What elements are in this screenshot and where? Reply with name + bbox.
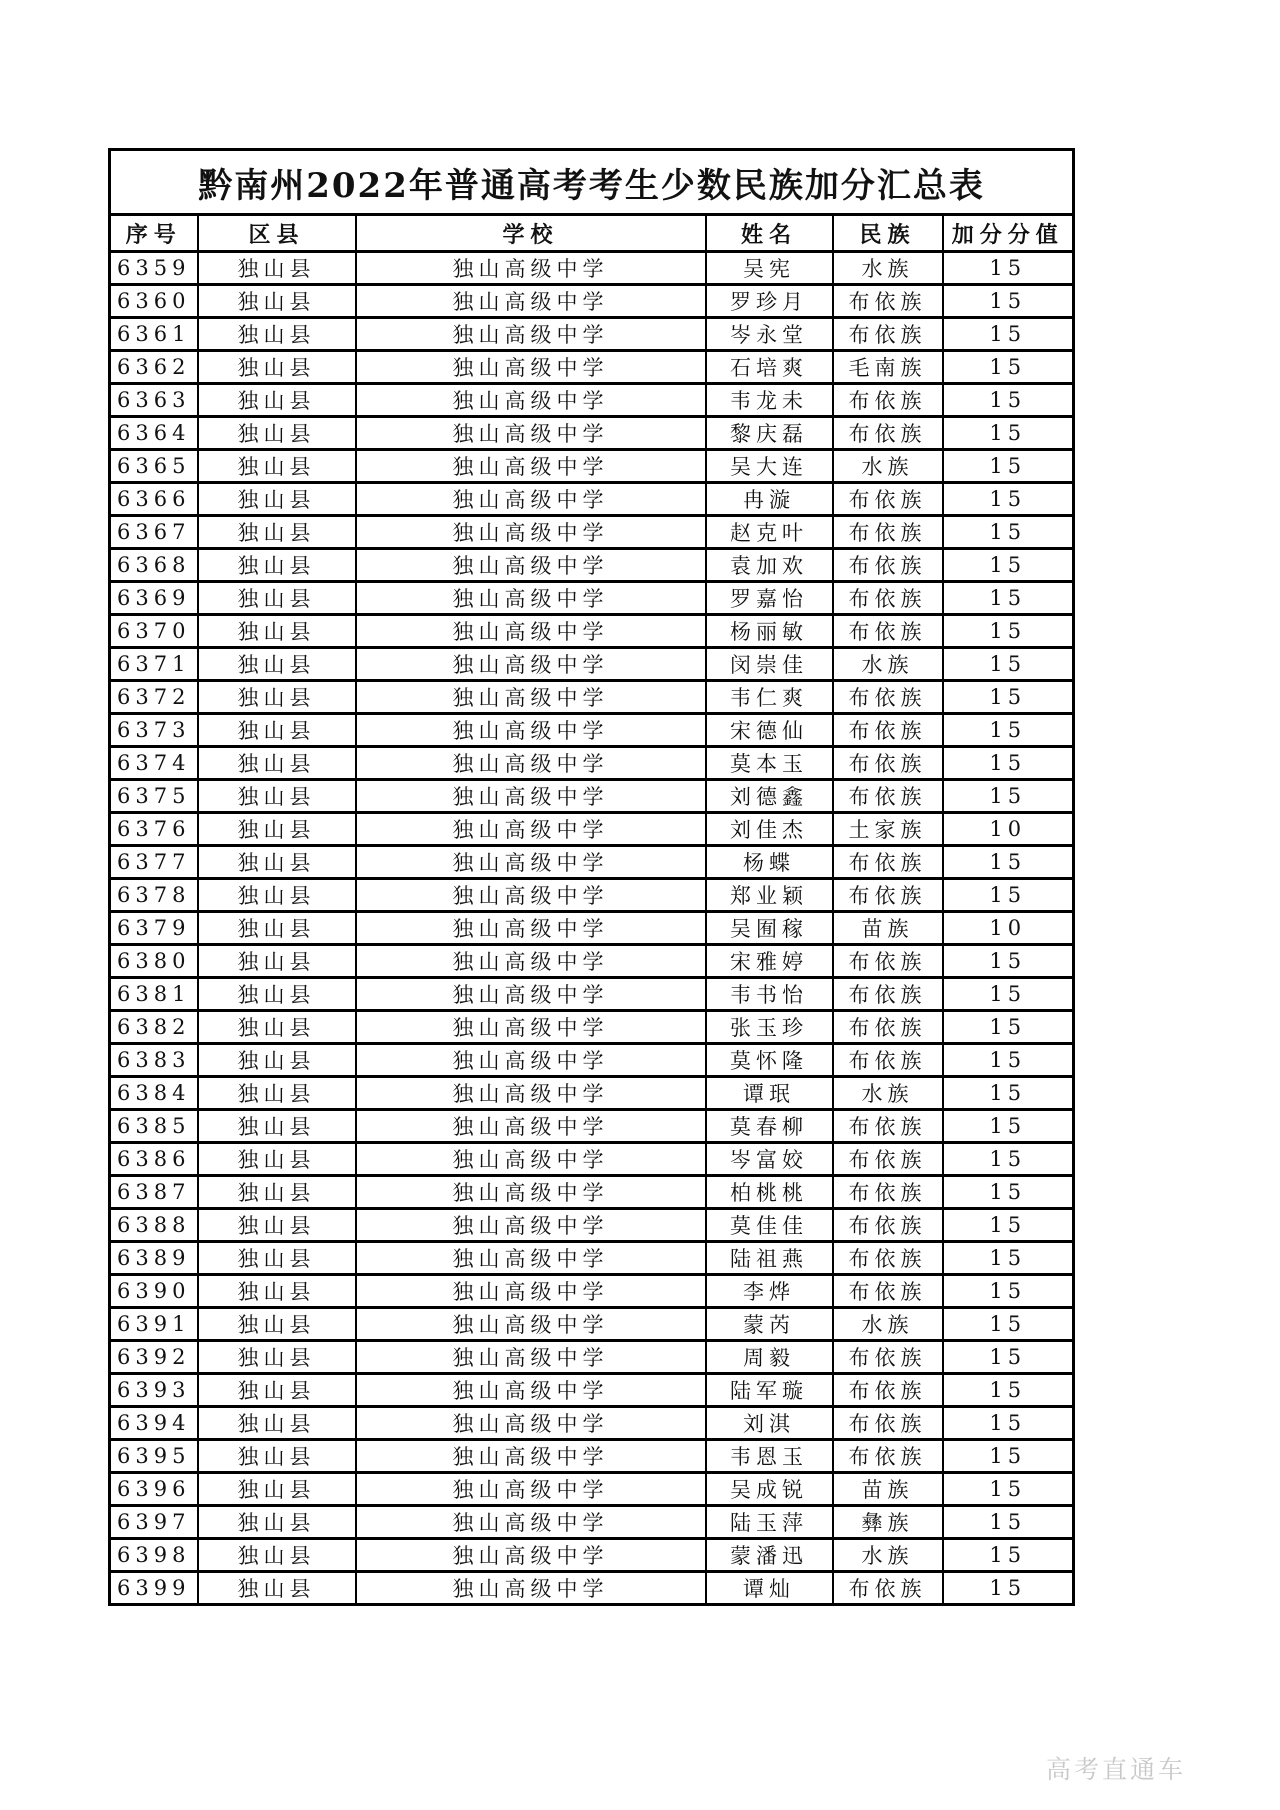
cell-school: 独山高级中学 [356, 1143, 706, 1176]
cell-school: 独山高级中学 [356, 483, 706, 516]
cell-serial: 6384 [110, 1077, 198, 1110]
cell-name: 宋德仙 [706, 714, 833, 747]
table-row [110, 252, 1074, 285]
cell-county: 独山县 [198, 1539, 356, 1572]
cell-score: 15 [943, 1209, 1074, 1242]
cell-ethnicity: 布依族 [833, 1440, 943, 1473]
cell-serial: 6377 [110, 846, 198, 879]
table-row [110, 681, 1074, 714]
cell-ethnicity: 布依族 [833, 681, 943, 714]
cell-serial: 6388 [110, 1209, 198, 1242]
cell-school: 独山高级中学 [356, 417, 706, 450]
table-row [110, 1473, 1074, 1506]
cell-score: 15 [943, 483, 1074, 516]
cell-serial: 6369 [110, 582, 198, 615]
cell-score: 15 [943, 1044, 1074, 1077]
cell-school: 独山高级中学 [356, 1341, 706, 1374]
table-row [110, 1506, 1074, 1539]
table-row [110, 1572, 1074, 1605]
cell-score: 15 [943, 879, 1074, 912]
cell-school: 独山高级中学 [356, 582, 706, 615]
column-header-name: 姓名 [706, 215, 833, 252]
cell-school: 独山高级中学 [356, 1011, 706, 1044]
cell-serial: 6385 [110, 1110, 198, 1143]
cell-serial: 6386 [110, 1143, 198, 1176]
cell-ethnicity: 布依族 [833, 318, 943, 351]
cell-name: 刘佳杰 [706, 813, 833, 846]
cell-ethnicity: 水族 [833, 1539, 943, 1572]
cell-name: 陆祖燕 [706, 1242, 833, 1275]
table-row [110, 1440, 1074, 1473]
cell-name: 莫佳佳 [706, 1209, 833, 1242]
cell-serial: 6379 [110, 912, 198, 945]
table-body [110, 252, 1074, 1605]
table-row [110, 1308, 1074, 1341]
cell-score: 15 [943, 1572, 1074, 1605]
table-row [110, 351, 1074, 384]
table-row [110, 780, 1074, 813]
cell-score: 15 [943, 846, 1074, 879]
cell-county: 独山县 [198, 1407, 356, 1440]
column-header-county: 区县 [198, 215, 356, 252]
cell-school: 独山高级中学 [356, 978, 706, 1011]
cell-ethnicity: 布依族 [833, 1110, 943, 1143]
cell-name: 吴囿稼 [706, 912, 833, 945]
cell-score: 15 [943, 351, 1074, 384]
cell-county: 独山县 [198, 846, 356, 879]
cell-score: 15 [943, 1176, 1074, 1209]
cell-school: 独山高级中学 [356, 384, 706, 417]
table-row [110, 813, 1074, 846]
cell-name: 谭灿 [706, 1572, 833, 1605]
cell-ethnicity: 水族 [833, 450, 943, 483]
cell-name: 黎庆磊 [706, 417, 833, 450]
cell-score: 15 [943, 1308, 1074, 1341]
cell-score: 15 [943, 417, 1074, 450]
cell-score: 10 [943, 813, 1074, 846]
cell-ethnicity: 水族 [833, 648, 943, 681]
cell-school: 独山高级中学 [356, 813, 706, 846]
cell-county: 独山县 [198, 1275, 356, 1308]
cell-name: 吴成锐 [706, 1473, 833, 1506]
table-row [110, 582, 1074, 615]
cell-school: 独山高级中学 [356, 285, 706, 318]
table-row [110, 912, 1074, 945]
cell-ethnicity: 毛南族 [833, 351, 943, 384]
cell-serial: 6373 [110, 714, 198, 747]
cell-serial: 6392 [110, 1341, 198, 1374]
cell-school: 独山高级中学 [356, 945, 706, 978]
cell-name: 莫本玉 [706, 747, 833, 780]
cell-score: 15 [943, 318, 1074, 351]
cell-name: 周毅 [706, 1341, 833, 1374]
cell-score: 15 [943, 252, 1074, 285]
cell-serial: 6367 [110, 516, 198, 549]
cell-ethnicity: 布依族 [833, 1242, 943, 1275]
table-row [110, 978, 1074, 1011]
cell-serial: 6382 [110, 1011, 198, 1044]
cell-name: 韦龙未 [706, 384, 833, 417]
cell-ethnicity: 布依族 [833, 1275, 943, 1308]
cell-serial: 6387 [110, 1176, 198, 1209]
cell-score: 15 [943, 1143, 1074, 1176]
cell-county: 独山县 [198, 516, 356, 549]
cell-serial: 6376 [110, 813, 198, 846]
cell-serial: 6375 [110, 780, 198, 813]
cell-name: 莫怀隆 [706, 1044, 833, 1077]
cell-school: 独山高级中学 [356, 1440, 706, 1473]
header-row [110, 215, 1074, 252]
cell-county: 独山县 [198, 1143, 356, 1176]
cell-county: 独山县 [198, 879, 356, 912]
cell-score: 15 [943, 450, 1074, 483]
cell-ethnicity: 布依族 [833, 978, 943, 1011]
cell-score: 15 [943, 714, 1074, 747]
title-row [110, 150, 1074, 215]
cell-name: 冉漩 [706, 483, 833, 516]
cell-name: 罗嘉怡 [706, 582, 833, 615]
cell-school: 独山高级中学 [356, 1473, 706, 1506]
cell-county: 独山县 [198, 351, 356, 384]
table-row [110, 549, 1074, 582]
cell-name: 张玉珍 [706, 1011, 833, 1044]
cell-ethnicity: 布依族 [833, 1374, 943, 1407]
cell-school: 独山高级中学 [356, 714, 706, 747]
cell-school: 独山高级中学 [356, 648, 706, 681]
cell-name: 韦仁爽 [706, 681, 833, 714]
cell-county: 独山县 [198, 1473, 356, 1506]
cell-serial: 6363 [110, 384, 198, 417]
table-row [110, 1407, 1074, 1440]
cell-school: 独山高级中学 [356, 879, 706, 912]
cell-school: 独山高级中学 [356, 912, 706, 945]
cell-county: 独山县 [198, 1440, 356, 1473]
cell-ethnicity: 土家族 [833, 813, 943, 846]
cell-serial: 6396 [110, 1473, 198, 1506]
cell-score: 15 [943, 1341, 1074, 1374]
cell-name: 韦书怡 [706, 978, 833, 1011]
cell-county: 独山县 [198, 549, 356, 582]
cell-serial: 6393 [110, 1374, 198, 1407]
cell-ethnicity: 布依族 [833, 1011, 943, 1044]
cell-school: 独山高级中学 [356, 681, 706, 714]
cell-county: 独山县 [198, 1242, 356, 1275]
cell-serial: 6362 [110, 351, 198, 384]
cell-name: 郑业颖 [706, 879, 833, 912]
page-title: 黔南州2022年普通高考考生少数民族加分汇总表 [110, 150, 1074, 215]
cell-ethnicity: 水族 [833, 252, 943, 285]
cell-score: 15 [943, 1077, 1074, 1110]
cell-serial: 6372 [110, 681, 198, 714]
cell-score: 15 [943, 582, 1074, 615]
cell-ethnicity: 水族 [833, 1308, 943, 1341]
cell-score: 15 [943, 1110, 1074, 1143]
cell-ethnicity: 彝族 [833, 1506, 943, 1539]
table-row [110, 417, 1074, 450]
cell-score: 15 [943, 516, 1074, 549]
cell-name: 刘德鑫 [706, 780, 833, 813]
table-row [110, 384, 1074, 417]
cell-ethnicity: 布依族 [833, 582, 943, 615]
cell-name: 韦恩玉 [706, 1440, 833, 1473]
cell-county: 独山县 [198, 912, 356, 945]
cell-serial: 6368 [110, 549, 198, 582]
table-row [110, 1539, 1074, 1572]
table-row [110, 1110, 1074, 1143]
table-row [110, 1209, 1074, 1242]
cell-county: 独山县 [198, 582, 356, 615]
cell-school: 独山高级中学 [356, 1242, 706, 1275]
cell-name: 闵崇佳 [706, 648, 833, 681]
cell-school: 独山高级中学 [356, 516, 706, 549]
cell-county: 独山县 [198, 1209, 356, 1242]
cell-serial: 6374 [110, 747, 198, 780]
cell-name: 罗珍月 [706, 285, 833, 318]
cell-score: 15 [943, 549, 1074, 582]
cell-ethnicity: 布依族 [833, 1143, 943, 1176]
cell-serial: 6365 [110, 450, 198, 483]
cell-name: 蒙芮 [706, 1308, 833, 1341]
cell-ethnicity: 苗族 [833, 1473, 943, 1506]
cell-score: 15 [943, 1242, 1074, 1275]
cell-county: 独山县 [198, 1374, 356, 1407]
cell-school: 独山高级中学 [356, 1374, 706, 1407]
cell-name: 袁加欢 [706, 549, 833, 582]
cell-score: 15 [943, 285, 1074, 318]
cell-name: 吴宪 [706, 252, 833, 285]
cell-county: 独山县 [198, 780, 356, 813]
cell-name: 谭珉 [706, 1077, 833, 1110]
cell-school: 独山高级中学 [356, 1572, 706, 1605]
cell-serial: 6397 [110, 1506, 198, 1539]
cell-name: 宋雅婷 [706, 945, 833, 978]
cell-serial: 6381 [110, 978, 198, 1011]
cell-score: 15 [943, 615, 1074, 648]
cell-score: 15 [943, 978, 1074, 1011]
column-header-score: 加分分值 [943, 215, 1074, 252]
cell-county: 独山县 [198, 615, 356, 648]
cell-serial: 6370 [110, 615, 198, 648]
cell-ethnicity: 布依族 [833, 846, 943, 879]
cell-school: 独山高级中学 [356, 549, 706, 582]
cell-score: 15 [943, 1275, 1074, 1308]
cell-county: 独山县 [198, 714, 356, 747]
cell-county: 独山县 [198, 1308, 356, 1341]
cell-county: 独山县 [198, 450, 356, 483]
cell-school: 独山高级中学 [356, 318, 706, 351]
cell-score: 15 [943, 1539, 1074, 1572]
cell-school: 独山高级中学 [356, 1077, 706, 1110]
cell-score: 15 [943, 1011, 1074, 1044]
table-row [110, 1176, 1074, 1209]
cell-serial: 6378 [110, 879, 198, 912]
table-row [110, 714, 1074, 747]
cell-ethnicity: 水族 [833, 1077, 943, 1110]
cell-serial: 6383 [110, 1044, 198, 1077]
cell-ethnicity: 布依族 [833, 780, 943, 813]
cell-school: 独山高级中学 [356, 747, 706, 780]
cell-county: 独山县 [198, 285, 356, 318]
bonus-points-table [108, 148, 1075, 1606]
cell-county: 独山县 [198, 747, 356, 780]
cell-county: 独山县 [198, 252, 356, 285]
cell-school: 独山高级中学 [356, 846, 706, 879]
cell-county: 独山县 [198, 1341, 356, 1374]
table-row [110, 747, 1074, 780]
watermark: 高考直通车 [1046, 1755, 1187, 1784]
table-row [110, 1143, 1074, 1176]
cell-school: 独山高级中学 [356, 1275, 706, 1308]
cell-name: 李烨 [706, 1275, 833, 1308]
cell-score: 10 [943, 912, 1074, 945]
cell-school: 独山高级中学 [356, 1044, 706, 1077]
cell-ethnicity: 布依族 [833, 516, 943, 549]
cell-score: 15 [943, 384, 1074, 417]
cell-county: 独山县 [198, 1044, 356, 1077]
cell-ethnicity: 布依族 [833, 1176, 943, 1209]
cell-name: 吴大连 [706, 450, 833, 483]
cell-score: 15 [943, 1407, 1074, 1440]
cell-name: 陆玉萍 [706, 1506, 833, 1539]
cell-county: 独山县 [198, 483, 356, 516]
table-row [110, 846, 1074, 879]
cell-score: 15 [943, 1374, 1074, 1407]
cell-score: 15 [943, 747, 1074, 780]
table-row [110, 285, 1074, 318]
cell-ethnicity: 布依族 [833, 285, 943, 318]
cell-name: 陆军璇 [706, 1374, 833, 1407]
table-row [110, 615, 1074, 648]
table-row [110, 648, 1074, 681]
cell-serial: 6366 [110, 483, 198, 516]
cell-school: 独山高级中学 [356, 351, 706, 384]
cell-score: 15 [943, 780, 1074, 813]
table-row [110, 318, 1074, 351]
cell-score: 15 [943, 681, 1074, 714]
cell-score: 15 [943, 1473, 1074, 1506]
table-row [110, 1341, 1074, 1374]
cell-county: 独山县 [198, 318, 356, 351]
cell-serial: 6390 [110, 1275, 198, 1308]
table-row [110, 1044, 1074, 1077]
cell-serial: 6394 [110, 1407, 198, 1440]
cell-ethnicity: 布依族 [833, 747, 943, 780]
cell-serial: 6360 [110, 285, 198, 318]
cell-county: 独山县 [198, 978, 356, 1011]
table-row [110, 879, 1074, 912]
cell-county: 独山县 [198, 681, 356, 714]
cell-school: 独山高级中学 [356, 1539, 706, 1572]
cell-serial: 6395 [110, 1440, 198, 1473]
cell-school: 独山高级中学 [356, 1506, 706, 1539]
cell-score: 15 [943, 1506, 1074, 1539]
cell-name: 刘淇 [706, 1407, 833, 1440]
cell-score: 15 [943, 945, 1074, 978]
cell-school: 独山高级中学 [356, 1209, 706, 1242]
cell-name: 岑富姣 [706, 1143, 833, 1176]
cell-ethnicity: 苗族 [833, 912, 943, 945]
table-row [110, 516, 1074, 549]
cell-name: 莫春柳 [706, 1110, 833, 1143]
table-row [110, 945, 1074, 978]
cell-ethnicity: 布依族 [833, 384, 943, 417]
table-row [110, 1275, 1074, 1308]
cell-county: 独山县 [198, 1572, 356, 1605]
cell-county: 独山县 [198, 648, 356, 681]
cell-county: 独山县 [198, 945, 356, 978]
cell-school: 独山高级中学 [356, 252, 706, 285]
table-row [110, 1242, 1074, 1275]
cell-ethnicity: 布依族 [833, 945, 943, 978]
cell-score: 15 [943, 1440, 1074, 1473]
cell-school: 独山高级中学 [356, 1407, 706, 1440]
cell-serial: 6399 [110, 1572, 198, 1605]
cell-county: 独山县 [198, 813, 356, 846]
cell-name: 石培爽 [706, 351, 833, 384]
cell-name: 杨蝶 [706, 846, 833, 879]
cell-ethnicity: 布依族 [833, 1341, 943, 1374]
column-header-school: 学校 [356, 215, 706, 252]
cell-school: 独山高级中学 [356, 1110, 706, 1143]
cell-name: 蒙潘迅 [706, 1539, 833, 1572]
cell-name: 赵克叶 [706, 516, 833, 549]
cell-county: 独山县 [198, 1176, 356, 1209]
cell-serial: 6361 [110, 318, 198, 351]
cell-ethnicity: 布依族 [833, 714, 943, 747]
cell-serial: 6389 [110, 1242, 198, 1275]
cell-county: 独山县 [198, 1011, 356, 1044]
cell-ethnicity: 布依族 [833, 1209, 943, 1242]
cell-ethnicity: 布依族 [833, 417, 943, 450]
cell-serial: 6380 [110, 945, 198, 978]
cell-name: 柏桃桃 [706, 1176, 833, 1209]
column-header-ethnicity: 民族 [833, 215, 943, 252]
cell-serial: 6391 [110, 1308, 198, 1341]
table-row [110, 1011, 1074, 1044]
column-header-serial: 序号 [110, 215, 198, 252]
cell-county: 独山县 [198, 1077, 356, 1110]
cell-county: 独山县 [198, 1110, 356, 1143]
cell-serial: 6371 [110, 648, 198, 681]
table-row [110, 1374, 1074, 1407]
cell-ethnicity: 布依族 [833, 483, 943, 516]
cell-ethnicity: 布依族 [833, 1572, 943, 1605]
cell-ethnicity: 布依族 [833, 615, 943, 648]
cell-serial: 6359 [110, 252, 198, 285]
cell-name: 岑永堂 [706, 318, 833, 351]
cell-county: 独山县 [198, 384, 356, 417]
cell-county: 独山县 [198, 417, 356, 450]
table-row [110, 483, 1074, 516]
cell-school: 独山高级中学 [356, 615, 706, 648]
cell-score: 15 [943, 648, 1074, 681]
cell-serial: 6364 [110, 417, 198, 450]
cell-serial: 6398 [110, 1539, 198, 1572]
cell-ethnicity: 布依族 [833, 1044, 943, 1077]
cell-ethnicity: 布依族 [833, 549, 943, 582]
cell-school: 独山高级中学 [356, 450, 706, 483]
cell-school: 独山高级中学 [356, 780, 706, 813]
cell-school: 独山高级中学 [356, 1308, 706, 1341]
cell-ethnicity: 布依族 [833, 879, 943, 912]
table-row [110, 1077, 1074, 1110]
cell-name: 杨丽敏 [706, 615, 833, 648]
cell-ethnicity: 布依族 [833, 1407, 943, 1440]
cell-county: 独山县 [198, 1506, 356, 1539]
table-row [110, 450, 1074, 483]
cell-school: 独山高级中学 [356, 1176, 706, 1209]
